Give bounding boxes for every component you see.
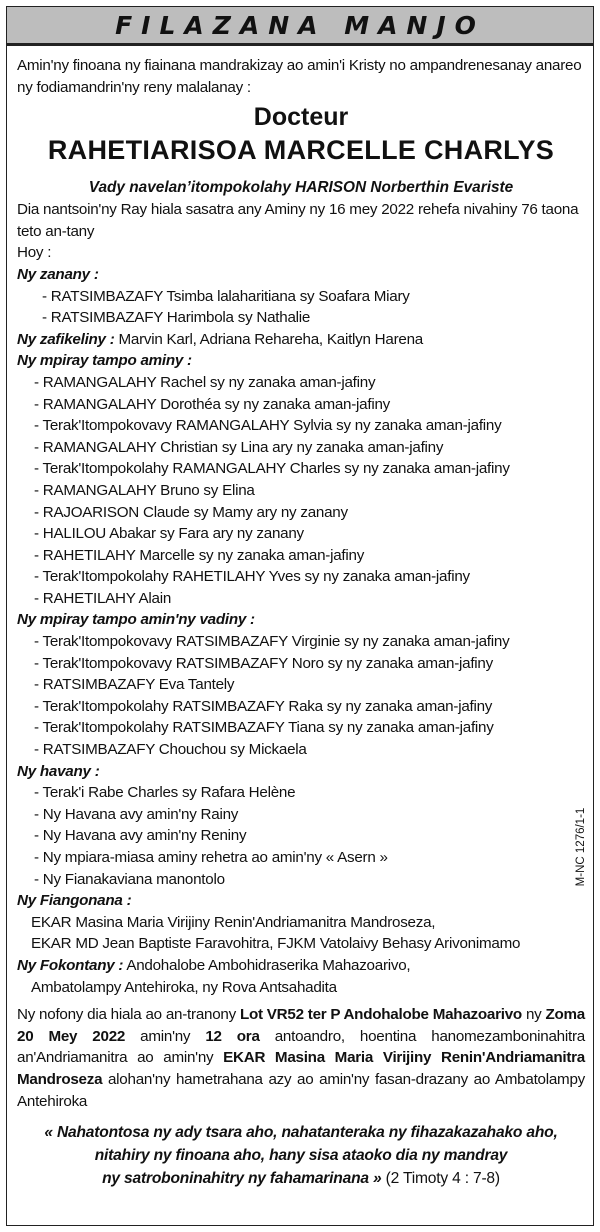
death-notice: Dia nantsoin'ny Ray hiala sasatra any Aminy ny 16 mey 2022 rehefa nivahiny 76 taona teto an-tany: [17, 201, 579, 240]
reference-code: [573, 797, 589, 897]
list-item: - RAHETILAHY Marcelle sy ny zanaka aman-jafiny: [34, 546, 365, 564]
fokontany-line-2: Ambatolampy Antehiroka, ny Rova Antsahadita: [31, 978, 337, 996]
list-item: - HALILOU Abakar sy Fara ary ny zanany: [34, 525, 304, 543]
spouse-line: Vady navelan’itompokolahy HARISON Norberthin Evariste: [88, 179, 514, 197]
list-item: - RAMANGALAHY Christian sy Lina ary ny zanaka aman-jafiny: [34, 438, 444, 456]
list-item: - RATSIMBAZAFY Tsimba lalaharitiana sy Soafara Miary: [42, 287, 410, 305]
list-item: - Terak'Itompokolahy RAMANGALAHY Charles sy ny zanaka aman-jafiny: [34, 460, 510, 478]
header-banner: [7, 7, 593, 46]
list-item: - Terak'Itompokovavy RATSIMBAZAFY Virginie sy ny zanaka aman-jafiny: [34, 633, 510, 651]
list-item: - RAMANGALAHY Dorothéa sy ny zanaka aman-jafiny: [34, 395, 390, 413]
list-item: - RATSIMBAZAFY Harimbola sy Nathalie: [42, 309, 311, 327]
list-item: - Ny mpiara-miasa aminy rehetra ao amin'ny « Asern »: [34, 849, 388, 866]
intro-text: Amin'ny finoana ny fiainana mandrakizay ao amin'i Kristy no ampandrenesanay anareo ny fodiamandrin'ny reny malalanay :: [17, 57, 582, 96]
quote-reference: (2 Timoty 4 : 7-8): [381, 1170, 500, 1188]
fokontany-line: [17, 955, 585, 977]
quote-line-1: « Nahatontosa ny ady tsara aho, nahatanteraka ny fihazakazahako aho,: [44, 1124, 558, 1142]
zanany-label: Ny zanany :: [17, 265, 99, 283]
list-item: - RAHETILAHY Alain: [34, 589, 172, 607]
list-item: EKAR MD Jean Baptiste Faravohitra, FJKM Vatolaivy Behasy Arivonimamo: [31, 935, 521, 953]
list-item: - Terak'Itompokolahy RAHETILAHY Yves sy ny zanaka aman-jafiny: [34, 568, 470, 586]
list-item: - Terak'Itompokolahy RATSIMBAZAFY Tiana sy ny zanaka aman-jafiny: [34, 719, 494, 737]
quote-line-3: [17, 1167, 585, 1190]
list-item: EKAR Masina Maria Virijiny Renin'Andriamanitra Mandroseza,: [31, 913, 436, 931]
funeral-paragraph: [17, 1004, 585, 1112]
deceased-title: Docteur: [253, 103, 349, 132]
funeral-text: Ny nofony dia hiala ao an-tranony: [17, 1006, 240, 1024]
list-item: - Terak'Itompokovavy RATSIMBAZAFY Noro sy ny zanaka aman-jafiny: [34, 654, 493, 672]
list-item: - RAMANGALAHY Bruno sy Elina: [34, 481, 255, 499]
quote-line-3-text: ny satroboninahitry ny fahamarinana »: [102, 1170, 382, 1188]
list-item: - Ny Havana avy amin'ny Rainy: [34, 805, 239, 823]
funeral-church: EKAR Masina Maria Virijiny Renin'Andriamanitra Mandroseza: [17, 1049, 585, 1088]
header-title: FILAZANA MANJO: [115, 10, 485, 40]
list-item: - RAJOARISON Claude sy Mamy ary ny zanany: [34, 503, 348, 521]
fiangonana-label: Ny Fiangonana :: [17, 892, 132, 910]
zafikeliny-label: Ny zafikeliny :: [17, 330, 115, 348]
list-item: - Terak'Itompokovavy RAMANGALAHY Sylvia sy ny zanaka aman-jafiny: [34, 417, 502, 435]
list-item: - Terak'Itompokolahy RATSIMBAZAFY Raka sy ny zanaka aman-jafiny: [34, 697, 493, 715]
list-item: - Ny Fianakaviana manontolo: [34, 870, 225, 888]
notice-body: [17, 55, 585, 1190]
list-item: - Ny Havana avy amin'ny Reniny: [34, 827, 247, 845]
funeral-date: Zoma 20 Mey 2022: [17, 1006, 585, 1045]
fokontany-label: Ny Fokontany :: [17, 956, 124, 974]
mpiray-tampo-vadiny-label: Ny mpiray tampo amin'ny vadiny :: [17, 611, 255, 629]
reference-code-text: M-NC 1276/1-1: [575, 807, 587, 887]
funeral-text: amin'ny: [125, 1027, 206, 1045]
fokontany-text: Andohalobe Ambohidraserika Mahazoarivo,: [123, 956, 411, 974]
list-item: - RATSIMBAZAFY Eva Tantely: [34, 676, 235, 694]
notice-frame: [6, 6, 594, 1226]
funeral-text: alohan'ny hametrahana azy ao amin'ny fasan-drazany ao Ambatolampy Antehiroka: [17, 1070, 585, 1110]
funeral-text: ny: [521, 1006, 546, 1024]
havany-label: Ny havany :: [17, 762, 100, 780]
funeral-address: Lot VR52 ter P Andohalobe Mahazoarivo: [239, 1006, 522, 1024]
zafikeliny-text: Marvin Karl, Adriana Rehareha, Kaitlyn Harena: [114, 330, 423, 348]
hoy-label: Hoy :: [17, 244, 52, 262]
list-item: - RATSIMBAZAFY Chouchou sy Mickaela: [34, 741, 307, 759]
zafikeliny-line: [17, 329, 585, 351]
mpiray-tampo-aminy-label: Ny mpiray tampo aminy :: [17, 352, 192, 370]
funeral-text: antoandro, hoentina hanomezamboninahitra an'Andriamanitra ao amin'ny: [17, 1027, 585, 1067]
deceased-name: RAHETIARISOA MARCELLE CHARLYS: [47, 135, 555, 166]
list-item: - Terak'i Rabe Charles sy Rafara Helène: [34, 784, 296, 802]
list-item: - RAMANGALAHY Rachel sy ny zanaka aman-jafiny: [34, 373, 376, 391]
funeral-time: 12 ora: [205, 1027, 260, 1045]
bible-quote: [17, 1121, 585, 1190]
quote-line-2: nitahiry ny finoana aho, hany sisa ataoko dia ny mandray: [94, 1147, 508, 1165]
